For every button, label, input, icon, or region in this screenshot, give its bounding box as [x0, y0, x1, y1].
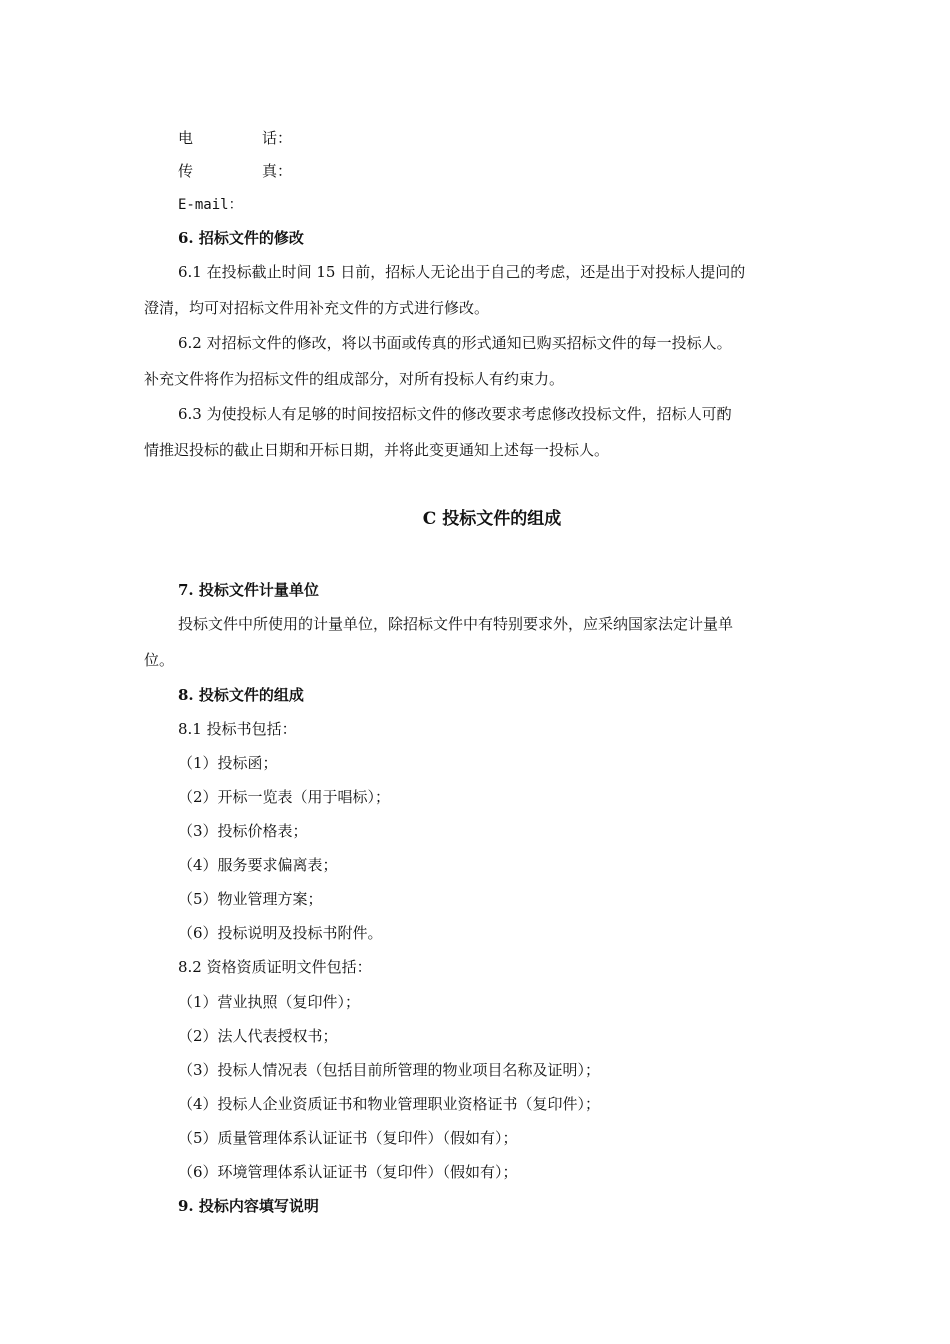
para-6-3-line-2: 情推迟投标的截止日期和开标日期，并将此变更通知上述每一投标人。: [144, 441, 610, 459]
list-item: （2）开标一览表（用于唱标）；: [178, 788, 391, 806]
phone-label-b: 话：: [262, 129, 293, 147]
para-6-3-line-1: 6.3 为使投标人有足够的时间按招标文件的修改要求考虑修改投标文件，招标人可酌: [178, 405, 732, 423]
list-item: （6）投标说明及投标书附件。: [178, 924, 383, 942]
para-6-1-line-2: 澄清，均可对招标文件用补充文件的方式进行修改。: [144, 299, 490, 317]
list-item: （1）投标函；: [178, 754, 278, 772]
list-item: （1）营业执照（复印件）；: [178, 993, 361, 1011]
list-item: （4）服务要求偏离表；: [178, 856, 338, 874]
list-item: （6）环境管理体系认证证书（复印件）（假如有）；: [178, 1163, 518, 1181]
para-6-2-line-1: 6.2 对招标文件的修改，将以书面或传真的形式通知已购买招标文件的每一投标人。: [178, 334, 732, 352]
fax-line: [178, 161, 293, 181]
phone-line: [178, 128, 293, 148]
subsection-8-1: 8.1 投标书包括：: [178, 720, 297, 738]
list-item: （3）投标人情况表（包括目前所管理的物业项目名称及证明）；: [178, 1061, 601, 1079]
para-7-line-1: 投标文件中所使用的计量单位，除招标文件中有特别要求外，应采纳国家法定计量单: [178, 615, 734, 633]
part-c-title: C 投标文件的组成: [422, 509, 562, 529]
list-item: （4）投标人企业资质证书和物业管理职业资格证书（复印件）；: [178, 1095, 601, 1113]
fax-label-a: 传: [178, 162, 194, 180]
fax-label-b: 真：: [262, 162, 293, 180]
phone-label-a: 电: [178, 129, 194, 147]
section-7-heading: 7. 投标文件计量单位: [178, 581, 319, 599]
para-6-1-line-1: 6.1 在投标截止时间 15 日前，招标人无论出于自己的考虑，还是出于对投标人提问的: [178, 263, 746, 281]
subsection-8-2: 8.2 资格资质证明文件包括：: [178, 958, 372, 976]
para-7-line-2: 位。: [144, 651, 175, 669]
section-6-heading: 6. 招标文件的修改: [178, 229, 304, 247]
section-9-heading: 9. 投标内容填写说明: [178, 1197, 319, 1215]
para-6-2-line-2: 补充文件将作为招标文件的组成部分，对所有投标人有约束力。: [144, 370, 565, 388]
email-line: E-mail：: [178, 197, 243, 213]
section-8-heading: 8. 投标文件的组成: [178, 686, 304, 704]
list-item: （3）投标价格表；: [178, 822, 308, 840]
list-item: （5）物业管理方案；: [178, 890, 323, 908]
list-item: （5）质量管理体系认证证书（复印件）（假如有）；: [178, 1129, 518, 1147]
list-item: （2）法人代表授权书；: [178, 1027, 338, 1045]
